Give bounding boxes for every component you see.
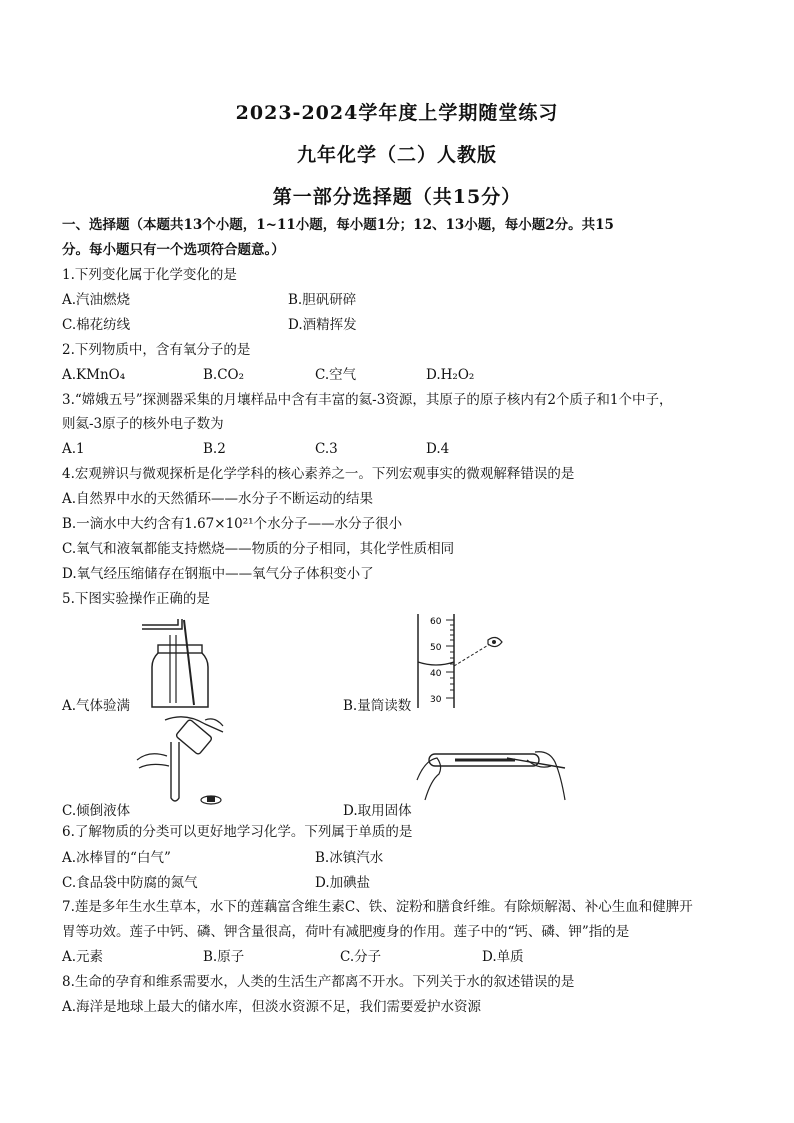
q4-option-d: D.氧气经压缩储存在钢瓶中——氧气分子体积变小了 [62,566,374,582]
q3-option-d: D.4 [426,441,450,457]
cylinder-reading-figure [410,610,520,710]
q6-option-a: A.冰棒冒的“白气” [62,850,171,866]
section-instruction-1: 一、选择题（本题共13个小题，1~11小题，每小题1分；12、13小题，每小题2分。共15 [62,217,614,233]
q1-option-d: D.酒精挥发 [288,317,357,333]
q5-option-b: B.量筒读数 [343,698,412,714]
q7-option-a: A.元素 [62,949,104,965]
q8-option-a: A.海洋是地球上最大的储水库，但淡水资源不足，我们需要爱护水资源 [62,999,482,1015]
q7-option-c: C.分子 [340,949,382,965]
part-title: 第一部分选择题（共15分） [272,186,522,208]
q4-option-c: C.氧气和液氧都能支持燃烧——物质的分子相同，其化学性质相同 [62,541,455,557]
q4-option-b: B.一滴水中大约含有1.67×10²¹个水分子——水分子很小 [62,516,403,532]
q3-option-b: B.2 [203,441,226,457]
q2-option-c: C.空气 [315,367,357,383]
exam-subtitle: 九年化学（二）人教版 [296,144,497,166]
q2-option-a: A.KMnO₄ [62,367,126,383]
q5-stem: 5.下图实验操作正确的是 [62,591,210,607]
q5-option-d: D.取用固体 [343,803,412,819]
scale-label-60: 60 [430,617,442,627]
scale-label-30: 30 [430,695,442,705]
q7-option-b: B.原子 [203,949,245,965]
q7-option-d: D.单质 [482,949,524,965]
q5-option-a: A.气体验满 [62,698,131,714]
q3-option-c: C.3 [315,441,338,457]
q1-option-a: A.汽油燃烧 [62,292,131,308]
q5-option-c: C.倾倒液体 [62,803,131,819]
q3-stem-2: 则氦-3原子的核外电子数为 [62,416,224,432]
q6-option-c: C.食品袋中防腐的氮气 [62,875,198,891]
q6-stem: 6.了解物质的分类可以更好地学习化学。下列属于单质的是 [62,824,413,840]
q4-stem: 4.宏观辨识与微观探析是化学学科的核心素养之一。下列宏观事实的微观解释错误的是 [62,466,575,482]
q8-stem: 8.生命的孕育和维系需要水，人类的生活生产都离不开水。下列关于水的叙述错误的是 [62,974,575,990]
q3-stem-1: 3.“嫦娥五号”探测器采集的月壤样品中含有丰富的氦-3资源，其原子的原子核内有2个质子和1个中子， [62,392,673,408]
scale-label-50: 50 [430,643,442,653]
q2-stem: 2.下列物质中，含有氧分子的是 [62,342,251,358]
gas-test-figure [140,615,220,715]
section-instruction-2: 分。每小题只有一个选项符合题意。） [62,242,285,258]
q6-option-b: B.冰镇汽水 [315,850,384,866]
taking-solid-figure [415,740,575,810]
q2-option-b: B.CO₂ [203,367,245,383]
q6-option-d: D.加碘盐 [315,875,371,891]
scale-label-40: 40 [430,669,442,679]
q7-stem-1: 7.莲是多年生水生草本，水下的莲藕富含维生素C、铁、淀粉和膳食纤维。有除烦解渴、补心生血和健脾开 [62,899,693,915]
q3-option-a: A.1 [62,441,85,457]
q4-option-a: A.自然界中水的天然循环——水分子不断运动的结果 [62,491,374,507]
exam-title: 2023-2024学年度上学期随堂练习 [235,102,559,124]
q1-stem: 1.下列变化属于化学变化的是 [62,267,237,283]
q1-option-b: B.胆矾研碎 [288,292,357,308]
q2-option-d: D.H₂O₂ [426,367,475,383]
q7-stem-2: 胃等功效。莲子中钙、磷、钾含量很高，荷叶有减肥瘦身的作用。莲子中的“钙、磷、钾”指的是 [62,924,630,940]
q1-option-c: C.棉花纺线 [62,317,131,333]
pouring-liquid-figure [135,712,255,812]
